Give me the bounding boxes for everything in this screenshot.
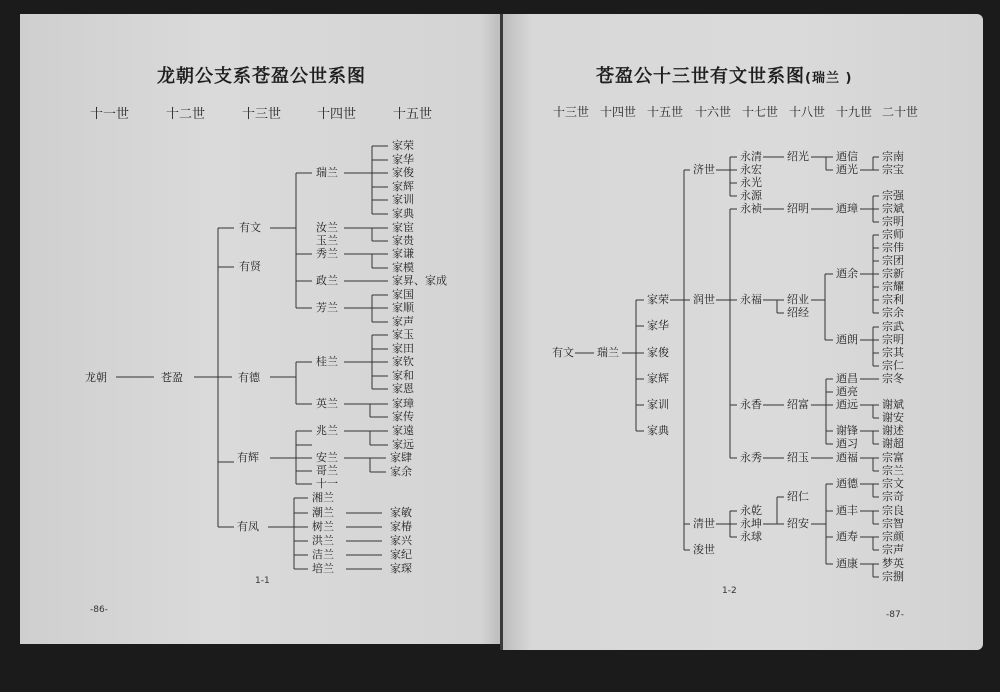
tree-node: 家肆 [390,451,412,464]
tree-node: 家琛 [390,562,412,575]
tree-node: 绍光 [787,150,809,163]
tree-node: 迺余 [836,267,858,280]
tree-node: 宗声 [882,543,904,556]
tree-node: 家传 [392,410,414,423]
tree-node: 宗武 [882,320,904,333]
tree-node: 家俊 [647,346,669,359]
tree-node: 家贵 [392,234,414,247]
tree-node: 宗强 [882,189,904,202]
tree-node: 汝兰 [316,221,338,234]
tree-node: 宗富 [882,451,904,464]
tree-node: 宗明 [882,333,904,346]
tree-node: 永秀 [740,451,762,464]
tree-node: 梦英 [882,557,904,570]
tree-node: 家椿 [390,520,412,533]
generation-header: 十三世 [553,105,590,119]
page-number: -87- [886,610,904,620]
tree-node: 永清 [740,150,762,163]
tree-node: 宗南 [882,150,904,163]
tree-node: 宗斌 [882,202,904,215]
tree-node: 绍玉 [787,451,809,464]
tree-node: 宗明 [882,215,904,228]
tree-node: 英兰 [316,397,338,410]
tree-node: 家余 [390,465,412,478]
tree-node: 宗新 [882,267,904,280]
tree-node: 永乾 [740,504,762,517]
tree-node: 迺寿 [836,530,858,543]
tree-node: 绍明 [787,202,809,215]
generation-header: 十四世 [317,107,357,122]
title-main: 苍盈公十三世有文世系图 [596,66,805,87]
tree-node: 家典 [647,424,669,437]
tree-node: 家昇、家成 [392,274,447,287]
tree-node: 家遠 [392,424,414,437]
tree-node: 家华 [647,319,669,332]
generation-header: 十五世 [647,105,684,119]
tree-node: 迺璋 [836,202,858,215]
tree-node: 苍盈 [161,371,183,384]
tree-node: 龙朝 [85,371,107,384]
tree-node: 有文 [552,346,574,359]
generation-header: 十二世 [166,107,206,122]
left-page-title: 龙朝公支系苍盈公世系图 [157,66,366,87]
tree-node: 家辉 [392,180,414,193]
generation-header: 十三世 [242,107,282,122]
tree-node: 家田 [392,342,414,355]
tree-node: 宗文 [882,477,904,490]
tree-node: 洁兰 [312,548,334,561]
generation-header: 十六世 [695,105,732,119]
tree-node: 宗师 [882,228,904,241]
tree-node: 永福 [740,293,762,306]
generation-header: 十九世 [836,105,873,119]
tree-node: 政兰 [316,274,338,287]
tree-node: 家兴 [390,534,412,547]
tree-node: 宗余 [882,306,904,319]
tree-node: 润世 [693,293,715,306]
tree-node: 宗兰 [882,464,904,477]
tree-node: 永宏 [740,163,762,176]
tree-node: 宗颜 [882,530,904,543]
tree-node: 家声 [392,315,414,328]
generation-header: 十一世 [90,107,130,122]
tree-node: 迺信 [836,150,858,163]
tree-node: 家模 [392,261,414,274]
tree-node: 瑞兰 [316,166,338,179]
tree-node: 绍安 [787,517,809,530]
tree-node: 家典 [392,207,414,220]
tree-node: 十一 [316,477,338,490]
tree-node: 桂兰 [316,355,338,368]
tree-node: 家玉 [392,328,414,341]
tree-node: 有德 [238,371,260,384]
generation-header: 二十世 [882,105,919,119]
tree-node: 永球 [740,530,762,543]
tree-node: 宗冬 [882,372,904,385]
tree-node: 永香 [740,398,762,411]
tree-node: 哥兰 [316,464,338,477]
tree-node: 迺亮 [836,385,858,398]
tree-node: 瑞兰 [597,346,619,359]
tree-node: 绍富 [787,398,809,411]
tree-node: 家远 [392,438,414,451]
tree-node: 家璋 [392,397,414,410]
tree-node: 宗其 [882,346,904,359]
tree-node: 家辉 [647,372,669,385]
tree-node: 迺德 [836,477,858,490]
tree-node: 宗利 [882,293,904,306]
tree-node: 迺朗 [836,333,858,346]
tree-node: 迺康 [836,557,858,570]
tree-node: 宗耀 [882,280,904,293]
tree-node: 家训 [392,193,414,206]
tree-node: 宗良 [882,504,904,517]
tree-node: 迺福 [836,451,858,464]
generation-header: 十五世 [393,107,433,122]
tree-node: 玉兰 [316,234,338,247]
tree-node: 宗仁 [882,359,904,372]
tree-node: 宗奇 [882,490,904,503]
tree-node: 家荣 [647,293,669,306]
tree-node: 浚世 [693,543,715,556]
tree-node: 宗团 [882,254,904,267]
tree-node: 家国 [392,288,414,301]
tree-node: 安兰 [316,451,338,464]
tree-node: 谢超 [882,437,904,450]
tree-node: 家恩 [392,382,414,395]
tree-node: 迺远 [836,398,858,411]
tree-node: 宗宝 [882,163,904,176]
tree-node: 家宦 [392,221,414,234]
tree-node: 潮兰 [312,506,334,519]
tree-node: 谢安 [882,411,904,424]
tree-node: 迺光 [836,163,858,176]
tree-node: 家纪 [390,548,412,561]
tree-node: 有辉 [237,451,259,464]
book-spine [500,14,503,650]
figure-label: 1-1 [255,576,270,586]
tree-node: 迺昌 [836,372,858,385]
tree-node: 家谦 [392,247,414,260]
tree-node: 有文 [239,221,261,234]
tree-node: 秀兰 [316,247,338,260]
tree-node: 绍业 [787,293,809,306]
tree-node: 宗伟 [882,241,904,254]
tree-node: 洪兰 [312,534,334,547]
tree-node: 有凤 [237,520,259,533]
tree-node: 绍仁 [787,490,809,503]
tree-node: 清世 [693,517,715,530]
tree-node: 宗智 [882,517,904,530]
tree-node: 家华 [392,153,414,166]
tree-node: 家敏 [390,506,412,519]
tree-node: 家和 [392,369,414,382]
right-page-title [596,62,852,88]
figure-label: 1-2 [722,586,737,596]
tree-node: 绍经 [787,306,809,319]
generation-header: 十八世 [789,105,826,119]
tree-node: 家训 [647,398,669,411]
tree-node: 永光 [740,176,762,189]
page-number: -86- [90,605,108,615]
tree-node: 永坤 [740,517,762,530]
tree-node: 家俊 [392,166,414,179]
tree-node: 有贤 [239,260,261,273]
generation-header: 十七世 [742,105,779,119]
tree-node: 兆兰 [316,424,338,437]
tree-node: 宗捌 [882,570,904,583]
tree-node: 家钦 [392,355,414,368]
tree-node: 迺习 [836,437,858,450]
tree-node: 树兰 [312,520,334,533]
tree-node: 培兰 [312,562,334,575]
tree-node: 家荣 [392,139,414,152]
tree-node: 谢斌 [882,398,904,411]
tree-node: 济世 [693,163,715,176]
tree-node: 谢述 [882,424,904,437]
tree-node: 家顺 [392,301,414,314]
tree-node: 永祯 [740,202,762,215]
tree-node: 迺丰 [836,504,858,517]
generation-header: 十四世 [600,105,637,119]
title-suffix: (瑞兰 ) [805,71,853,86]
tree-node: 芳兰 [316,301,338,314]
tree-node: 谢锋 [836,424,858,437]
tree-node: 永源 [740,189,762,202]
tree-node: 湘兰 [312,491,334,504]
